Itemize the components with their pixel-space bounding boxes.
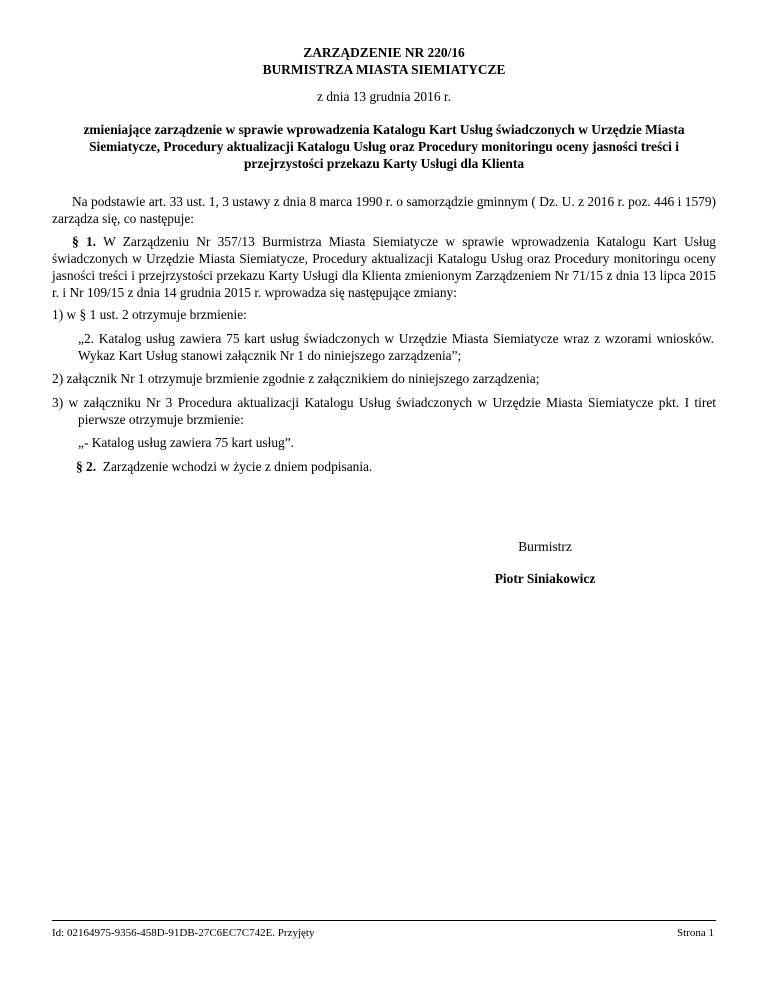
signature-title: Burmistrz: [518, 539, 572, 554]
amendment-item-1-number: 1): [52, 307, 64, 322]
document-title-line1: ZARZĄDZENIE NR 220/16: [303, 45, 465, 60]
amendment-item-3-text: w załączniku Nr 3 Procedura aktualizacji Katalogu Usług świadczonych w Urzędzie Miasta Siemiatycze pkt. I tiret pierwsze otrzymuje brzmienie:: [68, 395, 716, 427]
footer-document-id: Id: 02164975-9356-458D-91DB-27C6EC7C742E. Przyjęty: [52, 927, 315, 939]
amendment-item-2: [52, 370, 716, 387]
section-2-marker: § 2.: [76, 459, 97, 474]
section-1-paragraph: [52, 233, 716, 301]
signature-name: Piotr Siniakowicz: [494, 571, 596, 586]
amendment-item-1: [52, 306, 716, 323]
document-date: z dnia 13 grudnia 2016 r.: [317, 89, 451, 104]
section-1-marker: § 1.: [72, 234, 97, 249]
footer-divider: [52, 920, 716, 921]
amendment-item-1-text: w § 1 ust. 2 otrzymuje brzmienie:: [66, 307, 247, 322]
amendment-item-2-text: załącznik Nr 1 otrzymuje brzmienie zgodnie z załącznikiem do niniejszego zarządzenia;: [66, 371, 540, 386]
document-subject: zmieniające zarządzenie w sprawie wprowadzenia Katalogu Kart Usług świadczonych w Urzędzie Miasta Siemiatycze, Procedury aktualizacji Katalogu Usług oraz Procedury monitoringu oceny jasności treści i przejrzystości przekazu Karty Usługi dla Klienta: [83, 122, 685, 171]
document-title-line2: BURMISTRZA MIASTA SIEMIATYCZE: [262, 62, 506, 77]
amendment-item-3-number: 3): [52, 395, 64, 410]
footer-page-number: Strona 1: [677, 927, 714, 939]
section-1-text: W Zarządzeniu Nr 357/13 Burmistrza Miasta Siemiatycze w sprawie wprowadzenia Katalogu Kart Usług świadczonych w Urzędzie Miasta Siemiatycze, Procedury aktualizacji Katalogu Usług oraz Procedury monitoringu oceny jasności treści i przejrzystości przekazu Karty Usługi dla Klienta zmienionym Zarządzeniem Nr 71/15 z dnia 13 lipca 2015 r. i Nr 109/15 z dnia 14 grudnia 2015 r. wprowadza się następujące zmiany:: [52, 234, 716, 300]
section-2-text: Zarządzenie wchodzi w życie z dniem podpisania.: [102, 459, 373, 474]
amendment-item-3-quote: „- Katalog usług zawiera 75 kart usług”.: [78, 435, 295, 450]
legal-basis-paragraph: Na podstawie art. 33 ust. 1, 3 ustawy z dnia 8 marca 1990 r. o samorządzie gminnym ( Dz. U. z 2016 r. poz. 446 i 1579) zarządza się, co następuje:: [52, 194, 716, 226]
amendment-item-1-quote: „2. Katalog usług zawiera 75 kart usług świadczonych w Urzędzie Miasta Siemiatycze wraz z wzorami wniosków. Wykaz Kart Usług stanowi załącznik Nr 1 do niniejszego zarządzenia”;: [78, 331, 714, 363]
amendment-item-2-number: 2): [52, 371, 64, 386]
amendment-item-3: [52, 394, 716, 428]
section-2-paragraph: [76, 458, 716, 475]
